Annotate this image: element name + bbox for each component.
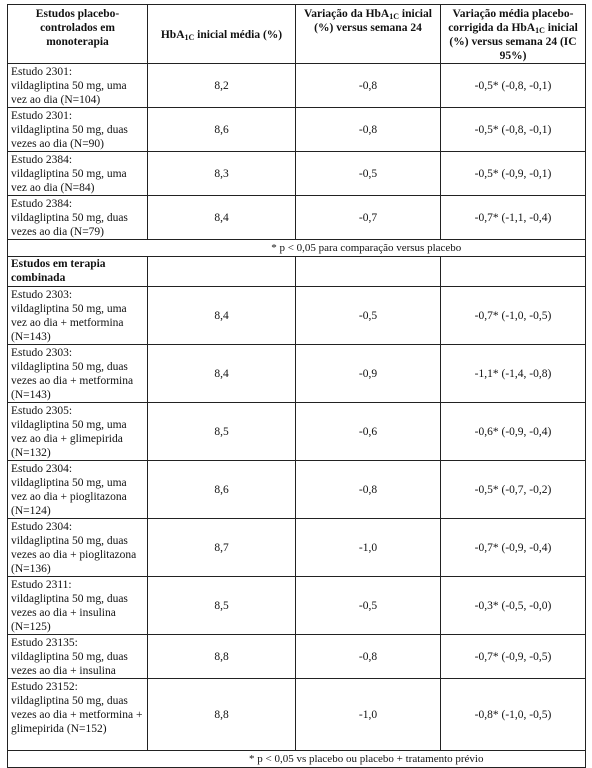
change-cell: -0,7	[296, 196, 441, 240]
baseline-cell: 8,3	[148, 152, 296, 196]
change-cell: -0,8	[296, 635, 441, 679]
table-row	[8, 152, 586, 196]
header-study-column: Estudos placebo-controlados em monoterapia	[8, 5, 148, 64]
document-page	[7, 4, 585, 768]
change-cell: -1,0	[296, 519, 441, 577]
change-cell: -0,8	[296, 461, 441, 519]
header-baseline-column	[148, 5, 296, 64]
placebo-corrected-cell: -0,8* (-1,0, -0,5)	[441, 679, 586, 751]
study-cell: Estudo 2305: vildagliptina 50 mg, uma vez ao dia + glimepirida (N=132)	[8, 403, 148, 461]
placebo-corrected-cell: -0,7* (-0,9, -0,5)	[441, 635, 586, 679]
baseline-cell: 8,7	[148, 519, 296, 577]
baseline-cell: 8,4	[148, 345, 296, 403]
table-row	[8, 461, 586, 519]
hba1c-results-table	[7, 4, 586, 768]
placebo-corrected-cell: -0,7* (-1,0, -0,5)	[441, 287, 586, 345]
footnote-row-2	[8, 751, 586, 768]
placebo-corrected-cell: -0,7* (-1,1, -0,4)	[441, 196, 586, 240]
change-cell: -0,9	[296, 345, 441, 403]
baseline-cell: 8,4	[148, 196, 296, 240]
study-cell: Estudo 2303: vildagliptina 50 mg, uma vez ao dia + metformina (N=143)	[8, 287, 148, 345]
monotherapy-rows	[8, 64, 586, 240]
table-row	[8, 196, 586, 240]
header-change-column	[296, 5, 441, 64]
header-change-sub: 1C	[389, 12, 400, 21]
baseline-cell: 8,4	[148, 287, 296, 345]
section-row-combination	[8, 257, 586, 287]
header-baseline-prefix: HbA	[160, 29, 185, 41]
table-row	[8, 345, 586, 403]
baseline-cell: 8,8	[148, 635, 296, 679]
study-cell: Estudo 2303: vildagliptina 50 mg, duas vezes ao dia + metformina (N=143)	[8, 345, 148, 403]
study-cell: Estudo 2301: vildagliptina 50 mg, duas vezes ao dia (N=90)	[8, 108, 148, 152]
table-row	[8, 64, 586, 108]
change-cell: -0,5	[296, 287, 441, 345]
baseline-cell: 8,6	[148, 461, 296, 519]
change-cell: -1,0	[296, 679, 441, 751]
table-row	[8, 519, 586, 577]
baseline-cell: 8,5	[148, 403, 296, 461]
study-cell: Estudo 23152: vildagliptina 50 mg, duas vezes ao dia + metformina + glimepirida (N=152)	[8, 679, 148, 751]
study-cell: Estudo 2384: vildagliptina 50 mg, duas vezes ao dia (N=79)	[8, 196, 148, 240]
table-row	[8, 635, 586, 679]
placebo-corrected-cell: -0,6* (-0,9, -0,4)	[441, 403, 586, 461]
placebo-corrected-cell: -0,5* (-0,9, -0,1)	[441, 152, 586, 196]
placebo-corrected-cell: -0,5* (-0,8, -0,1)	[441, 108, 586, 152]
table-row	[8, 108, 586, 152]
table-row	[8, 679, 586, 751]
header-change-prefix: Variação da HbA	[304, 8, 390, 20]
placebo-corrected-cell: -0,5* (-0,7, -0,2)	[441, 461, 586, 519]
table-row	[8, 577, 586, 635]
header-change-suffix: inicial (%) versus semana 24	[314, 8, 432, 34]
study-cell: Estudo 2384: vildagliptina 50 mg, uma vez ao dia (N=84)	[8, 152, 148, 196]
baseline-cell: 8,8	[148, 679, 296, 751]
table-row	[8, 287, 586, 345]
change-cell: -0,8	[296, 108, 441, 152]
study-cell: Estudo 2301: vildagliptina 50 mg, uma vez ao dia (N=104)	[8, 64, 148, 108]
header-baseline-sub: 1C	[184, 33, 195, 42]
section-label-combination: Estudos em terapia combinada	[8, 257, 148, 287]
placebo-corrected-cell: -0,5* (-0,8, -0,1)	[441, 64, 586, 108]
placebo-corrected-cell: -1,1* (-1,4, -0,8)	[441, 345, 586, 403]
table-header-row	[8, 5, 586, 64]
study-cell: Estudo 2304: vildagliptina 50 mg, duas vezes ao dia + pioglitazona (N=136)	[8, 519, 148, 577]
placebo-corrected-cell: -0,3* (-0,5, -0,0)	[441, 577, 586, 635]
header-baseline-suffix: inicial média (%)	[194, 29, 283, 41]
table-row	[8, 403, 586, 461]
study-cell: Estudo 2311: vildagliptina 50 mg, duas vezes ao dia + insulina (N=125)	[8, 577, 148, 635]
footnote-row-1	[8, 240, 586, 257]
header-pc-suffix: inicial (%) versus semana 24 (IC 95%)	[449, 22, 578, 62]
footnote-combination: * p < 0,05 vs placebo ou placebo + tratamento prévio	[148, 751, 586, 768]
change-cell: -0,5	[296, 577, 441, 635]
header-placebo-corrected-column	[441, 5, 586, 64]
study-cell: Estudo 23135: vildagliptina 50 mg, duas vezes ao dia + insulina	[8, 635, 148, 679]
combination-rows	[8, 287, 586, 751]
change-cell: -0,6	[296, 403, 441, 461]
placebo-corrected-cell: -0,7* (-0,9, -0,4)	[441, 519, 586, 577]
change-cell: -0,8	[296, 64, 441, 108]
baseline-cell: 8,2	[148, 64, 296, 108]
change-cell: -0,5	[296, 152, 441, 196]
header-pc-prefix: Variação média placebo-corrigida da HbA	[448, 8, 574, 34]
footnote-monotherapy: * p < 0,05 para comparação versus placebo	[148, 240, 586, 257]
baseline-cell: 8,5	[148, 577, 296, 635]
header-pc-sub: 1C	[535, 26, 545, 35]
study-cell: Estudo 2304: vildagliptina 50 mg, uma vez ao dia + pioglitazona (N=124)	[8, 461, 148, 519]
baseline-cell: 8,6	[148, 108, 296, 152]
